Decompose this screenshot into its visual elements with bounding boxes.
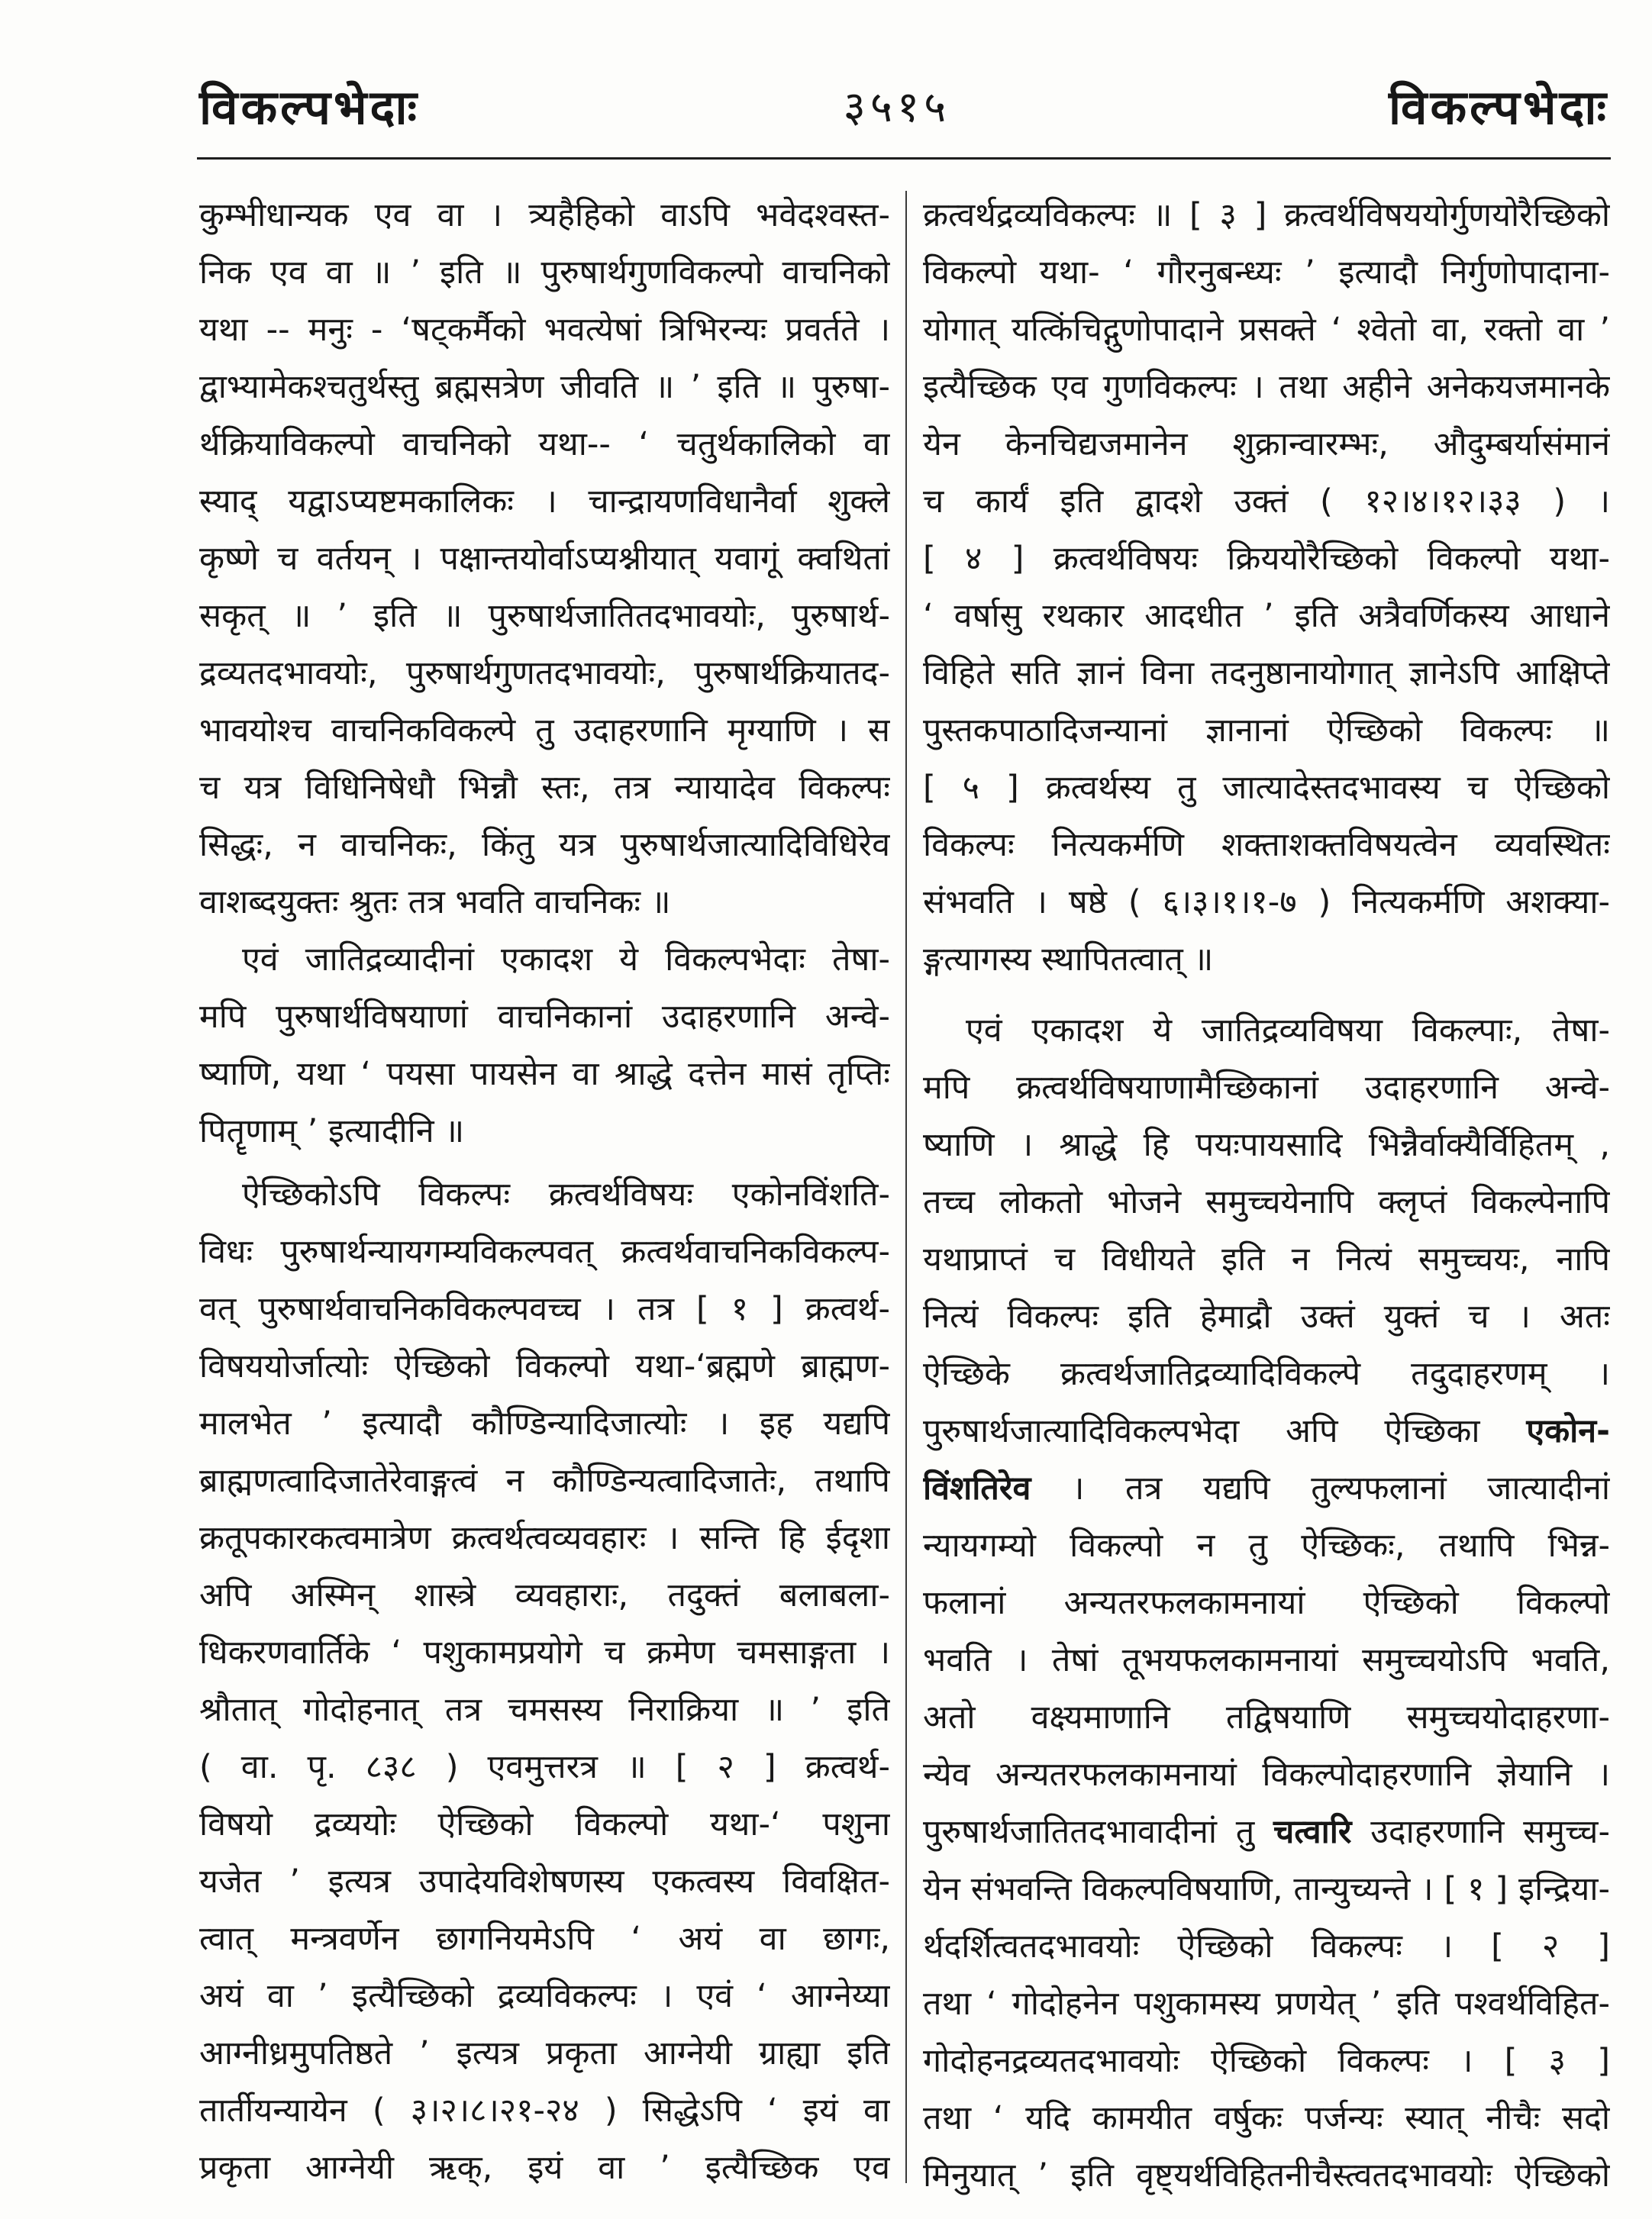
line-text: उदाहरणानि समुच्च-: [1351, 1813, 1610, 1851]
right-line: विकल्पः नित्यकर्मणि शक्ताशक्तविषयत्वेन व्यवस्थितः: [923, 826, 1610, 864]
left-line: यथा -- मनुः - ‘षट्कर्मैको भवत्येषां त्रिभिरन्यः प्रवर्तते ।: [199, 311, 890, 349]
left-line: द्वाभ्यामेकश्चतुर्थस्तु ब्रह्मसत्रेण जीवति ॥ ’ इति ॥ पुरुषा-: [199, 368, 890, 406]
bold-term: चत्वारि: [1273, 1813, 1352, 1851]
right-line: न्यायगम्यो विकल्पो न तु ऐच्छिकः, तथापि भिन्न-: [923, 1527, 1610, 1565]
bold-term: विंशतिरेव: [923, 1469, 1031, 1508]
right-line: विहिते सति ज्ञानं विना तदनुष्ठानायोगात् ज्ञानेऽपि आक्षिप्ते: [923, 654, 1610, 692]
line-text: पुरुषार्थजात्यादिविकल्पभेदा अपि ऐच्छिका: [923, 1412, 1527, 1450]
running-head-right: विकल्पभेदाः: [1388, 79, 1609, 135]
right-line: ङ्गत्यागस्य स्थापितत्वात् ॥: [923, 940, 1214, 979]
right-line: अतो वक्ष्यमाणानि तद्विषयाणि समुच्चयोदाहरणा-: [923, 1698, 1610, 1737]
left-line: सिद्धः, न वाचनिकः, किंतु यत्र पुरुषार्थजात्यादिविधिरेव: [199, 826, 890, 864]
left-line: ( वा. पृ. ८३८ ) एवमुत्तरत्र ॥ [ २ ] क्रत्वर्थ-: [199, 1748, 890, 1786]
right-line: [923, 1403, 1610, 1460]
left-line: द्रव्यतदभावयोः, पुरुषार्थगुणतदभावयोः, पुरुषार्थक्रियातद-: [199, 654, 890, 692]
right-line: एवं एकादश ये जातिद्रव्यविषया विकल्पाः, तेषा-: [966, 1011, 1610, 1050]
line-text: पुरुषार्थजातितदभावादीनां तु: [923, 1813, 1274, 1851]
left-line: मालभेत ’ इत्यादौ कौण्डिन्यादिजात्योः । इह यद्यपि: [199, 1405, 890, 1443]
left-line: ऐच्छिकोऽपि विकल्पः क्रत्वर्थविषयः एकोनविंशति-: [242, 1176, 890, 1214]
right-line: भवति । तेषां तूभयफलकामनायां समुच्चयोऽपि भवति,: [923, 1641, 1610, 1679]
right-line: [ ५ ] क्रत्वर्थस्य तु जात्यादेस्तदभावस्य च ऐच्छिको: [923, 769, 1610, 807]
right-line: यथाप्राप्तं च विधीयते इति न नित्यं समुच्चयः, नापि: [923, 1240, 1610, 1279]
left-line: स्याद् यद्वाऽप्यष्टमकालिकः । चान्द्रायणविधानैर्वा शुक्ले: [199, 482, 890, 521]
left-line: वाशब्दयुक्तः श्रुतः तत्र भवति वाचनिकः ॥: [199, 883, 671, 921]
left-line: सकृत् ॥ ’ इति ॥ पुरुषार्थजातितदभावयोः, पुरुषार्थ-: [199, 597, 890, 635]
right-line: [923, 1804, 1610, 1861]
column-divider: [905, 191, 907, 2183]
left-line: वत् पुरुषार्थवाचनिकविकल्पवच्च । तत्र [ १ ] क्रत्वर्थ-: [199, 1290, 890, 1328]
left-line: अपि अस्मिन् शास्त्रे व्यवहाराः, तदुक्तं बलाबला-: [199, 1576, 890, 1614]
right-line: [ ४ ] क्रत्वर्थविषयः क्रिययोरैच्छिको विकल्पो यथा-: [923, 540, 1610, 578]
left-line: आग्नीध्रमुपतिष्ठते ’ इत्यत्र प्रकृता आग्नेयी ग्राह्या इति: [199, 2034, 890, 2072]
right-line: येन केनचिद्यजमानेन शुक्रान्वारम्भः, औदुम्बर्यासंमानं: [923, 425, 1610, 463]
left-line: कुम्भीधान्यक एव वा । त्र्यहैहिको वाऽपि भवेदश्वस्त-: [199, 196, 890, 234]
right-line: [923, 1460, 1610, 1517]
left-line: ष्याणि, यथा ‘ पयसा पायसेन वा श्राद्धे दत्तेन मासं तृप्तिः: [199, 1055, 890, 1093]
right-line: मिनुयात् ’ इति वृष्ट्यर्थविहितनीचैस्त्वतदभावयोः ऐच्छिको: [923, 2156, 1610, 2195]
left-line: विषययोर्जात्योः ऐच्छिको विकल्पो यथा-‘ब्रह्मणे ब्राह्मण-: [199, 1347, 890, 1385]
left-line: एवं जातिद्रव्यादीनां एकादश ये विकल्पभेदाः तेषा-: [242, 940, 890, 979]
right-line: र्थदर्शित्वतदभावयोः ऐच्छिको विकल्पः । [ २ ]: [923, 1927, 1610, 1966]
left-line: निक एव वा ॥ ’ इति ॥ पुरुषार्थगुणविकल्पो वाचनिको: [199, 253, 890, 292]
page-number: ३५१५: [843, 82, 951, 132]
right-line: योगात् यत्किंचिद्गुणोपादाने प्रसक्ते ‘ श्वेतो वा, रक्तो वा ’: [923, 311, 1610, 349]
right-line: इत्यैच्छिक एव गुणविकल्पः । तथा अहीने अनेकयजमानके: [923, 368, 1610, 406]
right-line: क्रत्वर्थद्रव्यविकल्पः ॥ [ ३ ] क्रत्वर्थविषययोर्गुणयोरैच्छिको: [923, 196, 1610, 234]
left-line: धिकरणवार्तिके ‘ पशुकामप्रयोगे च क्रमेण चमसाङ्गता ।: [199, 1634, 890, 1672]
right-line: ऐच्छिके क्रत्वर्थजातिद्रव्यादिविकल्पे तदुदाहरणम् ।: [923, 1355, 1610, 1393]
left-line: अयं वा ’ इत्यैच्छिको द्रव्यविकल्पः । एवं ‘ आग्नेय्या: [199, 1977, 890, 2015]
right-line: येन संभवन्ति विकल्पविषयाणि, तान्युच्यन्ते । [ १ ] इन्द्रिया-: [923, 1870, 1610, 1908]
left-line: प्रकृता आग्नेयी ऋक्, इयं वा ’ इत्यैच्छिक एव: [199, 2149, 890, 2187]
right-line: ‘ वर्षासु रथकार आदधीत ’ इति अत्रैवर्णिकस्य आधाने: [923, 597, 1610, 635]
right-line: फलानां अन्यतरफलकामनायां ऐच्छिको विकल्पो: [923, 1584, 1610, 1622]
left-line: मपि पुरुषार्थविषयाणां वाचनिकानां उदाहरणानि अन्वे-: [199, 998, 890, 1036]
right-line: गोदोहनद्रव्यतदभावयोः ऐच्छिको विकल्पः । [ ३ ]: [923, 2042, 1610, 2080]
left-line: च यत्र विधिनिषेधौ भिन्नौ स्तः, तत्र न्यायादेव विकल्पः: [199, 769, 890, 807]
left-line: पितॄणाम् ’ इत्यादीनि ॥: [199, 1112, 465, 1150]
right-column: [923, 187, 1610, 2204]
line-text: । तत्र यद्यपि तुल्यफलानां जात्यादीनां: [1031, 1469, 1610, 1508]
left-line: क्रतूपकारकत्वमात्रेण क्रत्वर्थत्वव्यवहारः । सन्ति हि ईदृशा: [199, 1519, 890, 1557]
right-line: नित्यं विकल्पः इति हेमाद्रौ उक्तं युक्तं च । अतः: [923, 1298, 1610, 1336]
right-line: विकल्पो यथा- ‘ गौरनुबन्ध्यः ’ इत्यादौ निर्गुणोपादाना-: [923, 253, 1610, 292]
left-line: यजेत ’ इत्यत्र उपादेयविशेषणस्य एकत्वस्य विवक्षित-: [199, 1863, 890, 1901]
left-column: [199, 187, 890, 2197]
right-line: मपि क्रत्वर्थविषयाणामैच्छिकानां उदाहरणानि अन्वे-: [923, 1069, 1610, 1107]
left-line: र्थक्रियाविकल्पो वाचनिको यथा-- ‘ चतुर्थकालिको वा: [199, 425, 890, 463]
left-line: विधः पुरुषार्थन्यायगम्यविकल्पवत् क्रत्वर्थवाचनिकविकल्प-: [199, 1233, 890, 1271]
right-line: संभवति । षष्ठे ( ६।३।१।१-७ ) नित्यकर्मणि अशक्या-: [923, 883, 1610, 921]
running-head-left: विकल्पभेदाः: [199, 79, 421, 135]
left-line: कृष्णे च वर्तयन् । पक्षान्तयोर्वाऽप्यश्नीयात् यवागूं क्वथितां: [199, 540, 890, 578]
left-line: भावयोश्च वाचनिकविकल्पे तु उदाहरणानि मृग्याणि । स: [199, 711, 890, 750]
right-line: न्येव अन्यतरफलकामनायां विकल्पोदाहरणानि ज्ञेयानि ।: [923, 1756, 1610, 1794]
bold-term: एकोन-: [1526, 1412, 1610, 1450]
left-line: ब्राह्मणत्वादिजातेरेवाङ्गत्वं न कौण्डिन्यत्वादिजातेः, तथापि: [199, 1462, 890, 1500]
right-line: पुस्तकपाठादिजन्यानां ज्ञानानां ऐच्छिको विकल्पः ॥: [923, 711, 1610, 750]
right-line: तथा ‘ गोदोहनेन पशुकामस्य प्रणयेत् ’ इति पश्वर्थविहित-: [923, 1985, 1610, 2023]
right-line: तथा ‘ यदि कामयीत वर्षुकः पर्जन्यः स्यात् नीचैः सदो: [923, 2099, 1610, 2137]
right-line: तच्च लोकतो भोजने समुच्चयेनापि क्लृप्तं विकल्पेनापि: [923, 1183, 1610, 1221]
left-line: त्वात् मन्त्रवर्णेन छागनियमेऽपि ‘ अयं वा छागः,: [199, 1920, 890, 1958]
left-line: तार्तीयन्यायेन ( ३।२।८।२१-२४ ) सिद्धेऽपि ‘ इयं वा: [199, 2092, 890, 2130]
right-line: ष्याणि । श्राद्धे हि पयःपायसादि भिन्नैर्वाक्यैर्विहितम् ,: [923, 1126, 1610, 1164]
left-line: श्रौतात् गोदोहनात् तत्र चमसस्य निराक्रिया ॥ ’ इति: [199, 1691, 890, 1729]
right-line: च कार्यं इति द्वादशे उक्तं ( १२।४।१२।३३ ) ।: [923, 482, 1610, 521]
header-rule: [197, 157, 1611, 160]
left-line: विषयो द्रव्ययोः ऐच्छिको विकल्पो यथा-‘ पशुना: [199, 1805, 890, 1843]
